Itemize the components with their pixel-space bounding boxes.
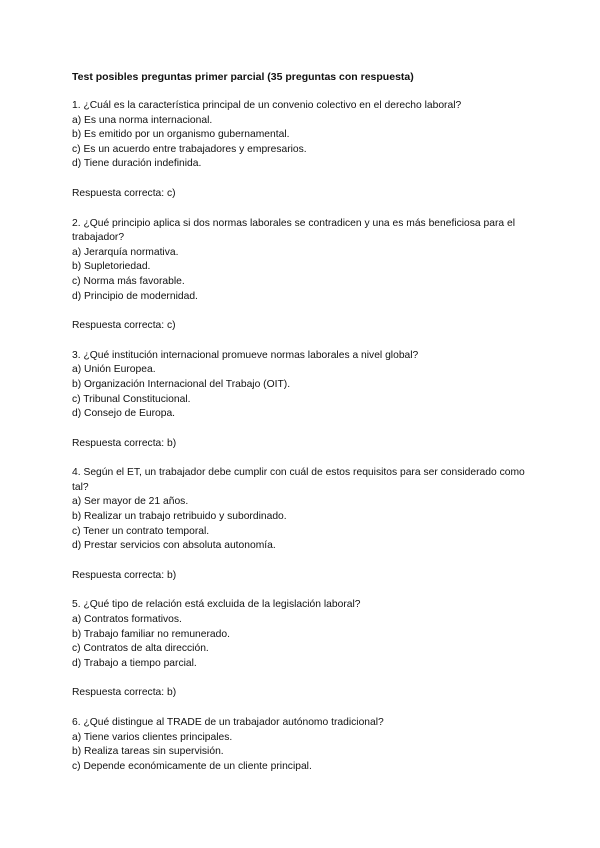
question-block <box>72 99 532 202</box>
option-c: c) Tribunal Constitucional. <box>72 393 191 405</box>
option-d: d) Consejo de Europa. <box>72 408 176 420</box>
option-c: c) Tener un contrato temporal. <box>72 525 210 537</box>
correct-answer: Respuesta correcta: c) <box>72 187 176 199</box>
question-text: 3. ¿Qué institución internacional promueve normas laborales a nivel global? <box>72 349 419 361</box>
question-text: 1. ¿Cuál es la característica principal de un convenio colectivo en el derecho laboral? <box>72 100 462 111</box>
option-b: b) Organización Internacional del Trabajo (OIT). <box>72 378 291 390</box>
correct-answer: Respuesta correcta: b) <box>72 437 177 449</box>
correct-answer: Respuesta correcta: b) <box>72 569 177 581</box>
option-d: d) Tiene duración indefinida. <box>72 158 202 170</box>
question-text: 4. Según el ET, un trabajador debe cumplir con cuál de estos requisitos para ser considerado como tal? <box>72 467 525 493</box>
option-a: a) Tiene varios clientes principales. <box>72 731 233 743</box>
option-d: d) Principio de modernidad. <box>72 290 198 302</box>
question-block <box>72 466 532 583</box>
question-text: 2. ¿Qué principio aplica si dos normas laborales se contradicen y una es más beneficiosa para el trabajador? <box>72 217 516 244</box>
question-text: 6. ¿Qué distingue al TRADE de un trabajador autónomo tradicional? <box>72 717 384 728</box>
correct-answer: Respuesta correcta: b) <box>72 687 177 699</box>
option-a: a) Jerarquía normativa. <box>72 246 179 258</box>
question-text: 5. ¿Qué tipo de relación está excluida de la legislación laboral? <box>72 599 361 611</box>
option-b: b) Realiza tareas sin supervisión. <box>72 746 224 758</box>
question-block <box>72 598 532 701</box>
question-block <box>72 716 532 774</box>
option-d: d) Trabajo a tiempo parcial. <box>72 657 197 669</box>
correct-answer: Respuesta correcta: c) <box>72 320 176 332</box>
option-d: d) Prestar servicios con absoluta autonomía. <box>72 540 276 552</box>
option-b: b) Trabajo familiar no remunerado. <box>72 628 230 640</box>
option-c: c) Norma más favorable. <box>72 275 185 287</box>
document-content <box>72 70 532 789</box>
option-a: a) Ser mayor de 21 años. <box>72 496 189 508</box>
option-a: a) Es una norma internacional. <box>72 114 213 126</box>
option-b: b) Realizar un trabajo retribuido y subordinado. <box>72 511 287 523</box>
option-c: c) Contratos de alta dirección. <box>72 643 209 655</box>
option-c: c) Es un acuerdo entre trabajadores y empresarios. <box>72 143 307 155</box>
option-b: b) Es emitido por un organismo gubernamental. <box>72 129 290 141</box>
question-block <box>72 349 532 452</box>
document-title: Test posibles preguntas primer parcial (35 preguntas con respuesta) <box>72 71 414 83</box>
option-b: b) Supletoriedad. <box>72 261 151 273</box>
question-block <box>72 217 532 334</box>
option-a: a) Contratos formativos. <box>72 614 182 626</box>
option-a: a) Unión Europea. <box>72 364 156 376</box>
option-c: c) Depende económicamente de un cliente principal. <box>72 760 312 772</box>
